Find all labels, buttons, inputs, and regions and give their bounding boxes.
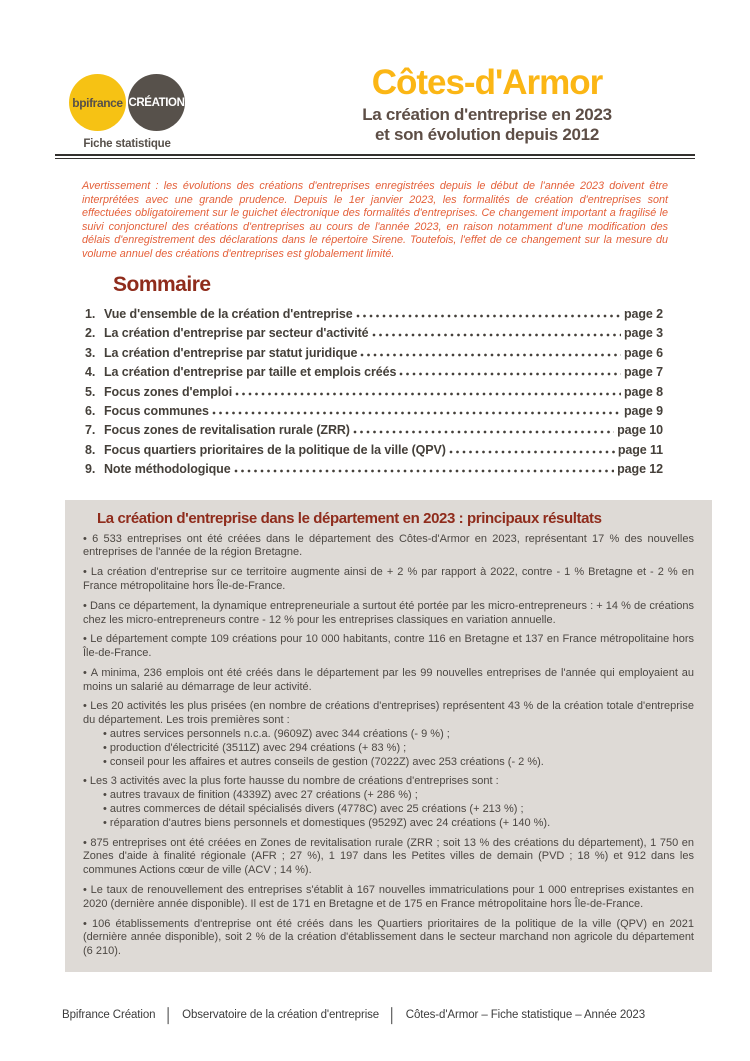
result-bullet: • 106 établissements d'entreprise ont été créés dans les Quartiers prioritaires de la politique de la ville (QPV) en 2021 (dernière année disponible), soit 2 % de la création d'établissement dans le secteur marchand non agricole du département (6 210).	[83, 918, 694, 959]
toc-item[interactable]	[85, 461, 663, 480]
creation-logo	[128, 74, 185, 131]
footer-separator	[388, 1007, 397, 1023]
result-bullet: • Le département compte 109 créations pour 10 000 habitants, contre 116 en Bretagne et 137 en France métropolitaine hors Île-de-France.	[83, 633, 694, 661]
toc-item-label: La création d'entreprise par statut juridique	[104, 345, 358, 360]
header-divider	[55, 154, 695, 159]
toc-item[interactable]	[85, 442, 663, 461]
result-sub-bullet: • autres commerces de détail spécialisés divers (4778C) avec 25 créations (+ 213 %) ;	[103, 803, 694, 817]
toc-item-number: 8.	[85, 442, 96, 457]
footer-text: Observatoire de la création d'entreprise	[182, 1009, 380, 1021]
toc-leader-dots	[235, 384, 621, 396]
warning-paragraph: Avertissement : les évolutions des créations d'entreprises enregistrées depuis le début de l'année 2023 doivent être interprétées avec une grande prudence. Depuis le 1er janvier 2023, les formalités de création d'entreprises sont effectuées obligatoirement sur le guichet électronique des formalités d'entreprises. Ce changement important a fragilisé le suivi conjoncturel des créations d'entreprises au cours de l'année 2023, en raison notamment d'une modification des délais d'enregistrement des déclarations dans le répertoire Sirene. Toutefois, l'effet de ce changement sur la mesure du volume annuel des créations d'entreprises est globalement limité.	[82, 180, 668, 260]
toc-item-page: page 3	[624, 326, 663, 341]
toc-item[interactable]	[85, 403, 663, 422]
footer-text: Bpifrance Création	[62, 1009, 156, 1021]
toc-item-label: Focus quartiers prioritaires de la politique de la ville (QPV)	[104, 442, 446, 457]
toc-item-number: 6.	[85, 403, 96, 418]
result-bullet: • 6 533 entreprises ont été créées dans le département des Côtes-d'Armor en 2023, représentant 17 % des nouvelles entreprises de l'année de la région Bretagne.	[83, 533, 694, 561]
result-sub-bullet: • autres travaux de finition (4339Z) avec 27 créations (+ 286 %) ;	[103, 789, 694, 803]
toc-item-page: page 6	[624, 345, 663, 360]
toc-leader-dots	[449, 442, 615, 454]
toc-leader-dots	[356, 306, 621, 318]
toc-list	[85, 306, 663, 481]
toc-item-number: 2.	[85, 326, 96, 341]
toc-item-page: page 2	[624, 307, 663, 321]
toc-leader-dots	[353, 422, 614, 434]
toc-item[interactable]	[85, 364, 663, 383]
toc-item-label: La création d'entreprise par taille et emplois créés	[104, 365, 397, 380]
result-bullet: • A minima, 236 emplois ont été créés dans le département par les 99 nouvelles entreprises de l'année qui employaient au moins un salarié au démarrage de leur activité.	[83, 667, 694, 695]
page-subtitle-line2: et son évolution depuis 2012	[375, 125, 599, 144]
toc-leader-dots	[372, 325, 621, 337]
results-box	[65, 500, 712, 973]
page-title: Côtes-d'Armor	[371, 63, 603, 102]
toc-item-label: Focus zones de revitalisation rurale (ZRR)	[104, 423, 350, 438]
toc-item-page: page 7	[624, 365, 663, 380]
sommaire-heading: Sommaire	[113, 273, 211, 296]
title-block	[297, 64, 677, 145]
result-bullet: • Les 20 activités les plus prisées (en nombre de créations d'entreprises) représentent 43 % de la création totale d'entreprise du département. Les trois premières sont :	[83, 700, 694, 728]
page-subtitle-line1: La création d'entreprise en 2023	[362, 105, 612, 124]
toc-item[interactable]	[85, 384, 663, 403]
page-subtitle	[297, 105, 677, 145]
toc-item[interactable]	[85, 345, 663, 364]
toc-item-label: Focus zones d'emploi	[104, 384, 233, 399]
toc-item-number: 3.	[85, 345, 96, 360]
toc-item-page: page 8	[624, 384, 663, 399]
toc-item-label: Note méthodologique	[104, 462, 231, 477]
result-sub-bullet: • réparation d'autres biens personnels et domestiques (9529Z) avec 24 créations (+ 140 %).	[103, 817, 694, 831]
creation-logo-label: CRÉATION	[128, 96, 185, 109]
toc-leader-dots	[234, 461, 615, 473]
toc-leader-dots	[399, 364, 621, 376]
toc-item-number: 9.	[85, 462, 96, 477]
toc-item-number: 1.	[85, 307, 96, 321]
toc-leader-dots	[360, 345, 621, 357]
toc-item[interactable]	[85, 325, 663, 344]
result-sub-bullet: • autres services personnels n.c.a. (9609Z) avec 344 créations (- 9 %) ;	[103, 728, 694, 742]
page-footer	[62, 1007, 645, 1023]
toc-item-label: La création d'entreprise par secteur d'activité	[104, 326, 369, 341]
toc-item-number: 7.	[85, 423, 96, 438]
results-bullets	[83, 533, 694, 960]
footer-text: Côtes-d'Armor – Fiche statistique – Année 2023	[405, 1009, 645, 1021]
result-bullet: • 875 entreprises ont été créées en Zones de revitalisation rurale (ZRR ; soit 13 % des créations du département), 1 750 en Zones d'aide à finalité régionale (AFR ; 27 %), 1 197 dans les Petites villes de demain (PVD ; 18 %) et 912 dans les communes Actions cœur de ville (ACV ; 14 %).	[83, 837, 694, 878]
toc-item-number: 4.	[85, 365, 96, 380]
bpifrance-logo-label: bpifrance	[72, 95, 123, 110]
result-bullet: • Le taux de renouvellement des entreprises s'établit à 167 nouvelles immatriculations pour 1 000 entreprises existantes en 2020 (dernière année disponible). Il est de 171 en Bretagne et de 175 en France métropolitaine hors Île-de-France.	[83, 884, 694, 912]
toc-item-label: Focus communes	[104, 403, 209, 418]
result-bullet: • La création d'entreprise sur ce territoire augmente ainsi de + 2 % par rapport à 2022, contre - 1 % Bretagne et - 2 % en France métropolitaine hors Île-de-France.	[83, 566, 694, 594]
toc-item[interactable]	[85, 422, 663, 441]
toc-item-number: 5.	[85, 384, 96, 399]
toc-item-page: page 11	[617, 442, 663, 457]
result-sub-bullet: • conseil pour les affaires et autres conseils de gestion (7022Z) avec 253 créations (- 2 %).	[103, 756, 694, 770]
toc-item[interactable]	[85, 306, 663, 325]
fiche-statistique-caption: Fiche statistique	[83, 138, 171, 150]
toc-item-page: page 12	[617, 462, 663, 477]
footer-separator	[164, 1007, 173, 1023]
toc-item-page: page 10	[617, 423, 663, 438]
results-heading: La création d'entreprise dans le département en 2023 : principaux résultats	[97, 509, 602, 527]
toc-item-label: Vue d'ensemble de la création d'entreprise	[104, 307, 353, 321]
result-bullet: • Dans ce département, la dynamique entrepreneuriale a surtout été portée par les micro-entrepreneurs : + 14 % de créations chez les micro-entrepreneurs contre - 12 % pour les entreprises classiques en variation annuelle.	[83, 600, 694, 628]
toc-leader-dots	[212, 403, 621, 415]
bpifrance-logo	[69, 74, 126, 131]
result-sub-bullet: • production d'électricité (3511Z) avec 294 créations (+ 83 %) ;	[103, 742, 694, 756]
result-bullet: • Les 3 activités avec la plus forte hausse du nombre de créations d'entreprises sont :	[83, 775, 694, 789]
toc-item-page: page 9	[624, 403, 663, 418]
